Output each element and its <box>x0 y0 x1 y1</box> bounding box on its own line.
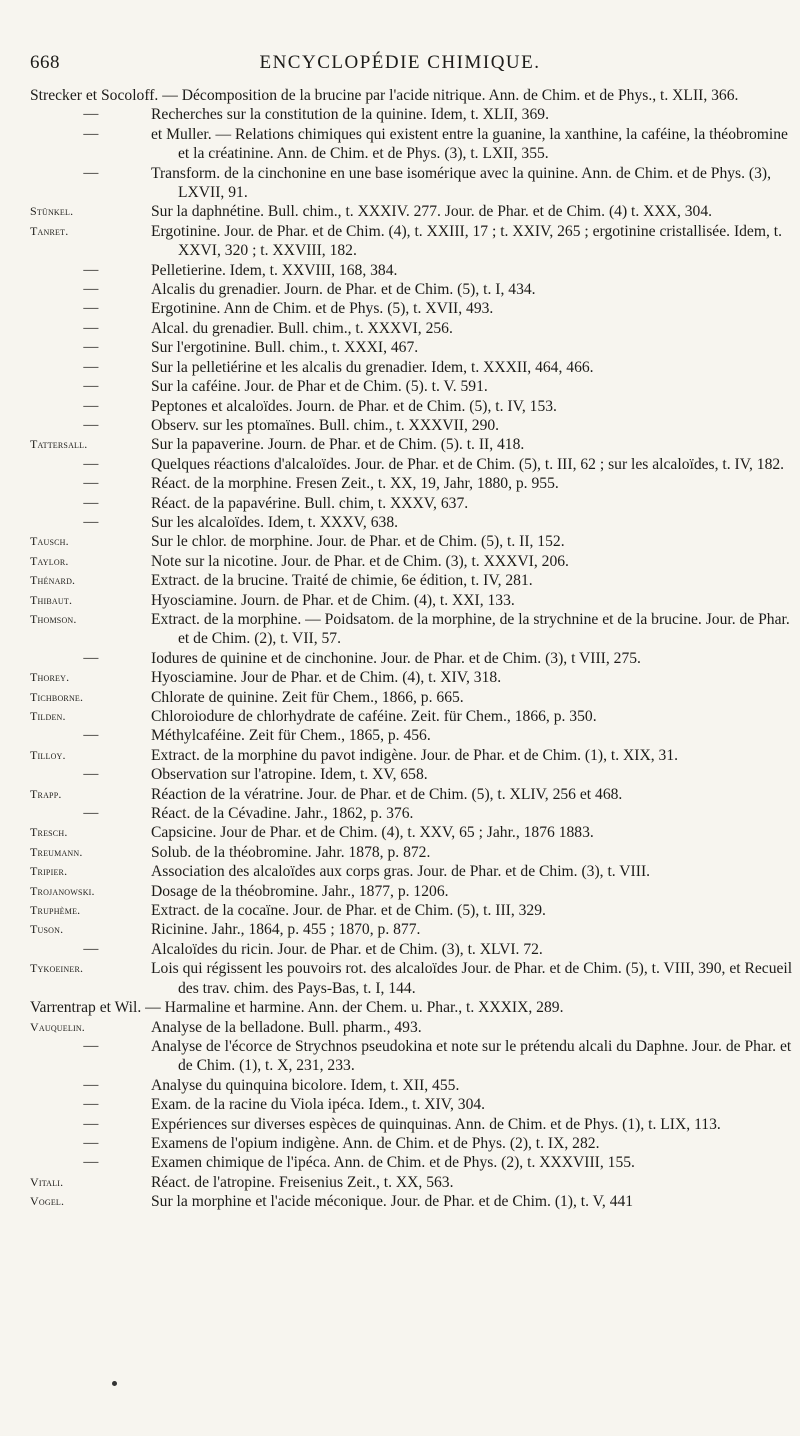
entry-text: Strecker et Socoloff. — Décomposition de la brucine par l'acide nitrique. Ann. de Chim. et de Phys., t. XLII, 366. <box>30 87 739 104</box>
entry-text: Expériences sur diverses espèces de quinquinas. Ann. de Chim. et de Phys. (1), t. LIX, 113. <box>151 1115 721 1133</box>
ditto-dash: — <box>83 1096 99 1113</box>
page-number: 668 <box>30 52 60 73</box>
ditto-dash: — <box>83 319 99 336</box>
ditto-dash: — <box>83 378 99 395</box>
ditto-dash: — <box>83 397 99 414</box>
entry-text: Réact. de l'atropine. Freisenius Zeit., t. XX, 563. <box>151 1173 454 1191</box>
bibliography-entry <box>30 397 800 416</box>
entry-text: Solub. de la théobromine. Jahr. 1878, p. 872. <box>151 843 431 861</box>
entry-text: Ergotinine. Jour. de Phar. et de Chim. (4), t. XXIII, 17 ; t. XXIV, 265 ; ergotinine cristallisée. Idem, t. XXVI, 320 ; t. XXVIII, 182. <box>151 222 786 260</box>
page-title: ENCYCLOPÉDIE CHIMIQUE. <box>259 52 541 73</box>
bibliography-entry <box>30 862 800 881</box>
bibliography-entry <box>30 1018 800 1037</box>
entry-text: Iodures de quinine et de cinchonine. Jour. de Phar. et de Chim. (3), t VIII, 275. <box>151 649 641 667</box>
author-name: Tattersall. <box>30 437 88 452</box>
entry-text: Transform. de la cinchonine en une base isomérique avec la quinine. Ann. de Chim. et de Phys. (3), LXVII, 91. <box>151 164 775 202</box>
bibliography-entry <box>30 688 800 707</box>
bibliography-entry <box>30 338 800 357</box>
entry-text: Extract. de la cocaïne. Jour. de Phar. et de Chim. (5), t. III, 329. <box>151 902 546 920</box>
entry-text: Extract. de la morphine. — Poidsatom. de la morphine, de la strychnine et de la brucine. Jour. de Phar. et de Chim. (2), t. VII, 57. <box>151 610 794 648</box>
bibliography-entry <box>30 299 800 318</box>
entry-text: Observ. sur les ptomaïnes. Bull. chim., t. XXXVII, 290. <box>151 416 500 434</box>
ditto-dash: — <box>83 164 99 181</box>
bibliography-entry <box>30 591 800 610</box>
entry-text: Dosage de la théobromine. Jahr., 1877, p. 1206. <box>151 882 449 900</box>
bibliography-entry <box>30 513 800 532</box>
ditto-dash: — <box>83 455 99 472</box>
author-name: Thorey. <box>30 670 70 685</box>
bibliography-entry <box>30 998 800 1017</box>
ditto-dash: — <box>83 261 99 278</box>
entry-text: Hyosciamine. Journ. de Phar. et de Chim. (4), t. XXI, 133. <box>151 591 515 609</box>
entry-text: Réaction de la vératrine. Jour. de Phar. et de Chim. (5), t. XLIV, 256 et 468. <box>151 785 623 803</box>
bibliography-entry <box>30 765 800 784</box>
bibliography-list <box>30 86 800 1212</box>
author-name: Tilloy. <box>30 747 66 762</box>
entry-text: Exam. de la racine du Viola ipéca. Idem., t. XIV, 304. <box>151 1096 486 1114</box>
entry-text: Lois qui régissent les pouvoirs rot. des alcaloïdes Jour. de Phar. et de Chim. (5), t. VIII, 390, et Recueil des trav. chim. des Pays-Bas, t. I, 144. <box>151 960 797 997</box>
bibliography-entry <box>30 785 800 804</box>
bibliography-entry <box>30 474 800 493</box>
author-name: Thibaut. <box>30 592 73 607</box>
bibliography-entry <box>30 746 800 765</box>
author-name: Tuson. <box>30 922 64 937</box>
entry-text: Analyse de l'écorce de Strychnos pseudokina et note sur le prétendu alcali du Daphne. Jour. de Phar. et de Chim. (1), t. X, 231, 233. <box>151 1037 796 1075</box>
ditto-dash: — <box>83 940 99 957</box>
author-name: Tresch. <box>30 825 68 840</box>
bibliography-entry <box>30 1115 800 1134</box>
author-name: Vauquelin. <box>30 1019 85 1034</box>
bibliography-entry <box>30 455 800 474</box>
bibliography-entry <box>30 280 800 299</box>
author-name: Thénard. <box>30 573 76 588</box>
entry-text: Alcal. du grenadier. Bull. chim., t. XXXVI, 256. <box>151 319 453 337</box>
ditto-dash: — <box>83 1134 99 1151</box>
bibliography-entry <box>30 86 800 105</box>
ditto-dash: — <box>83 1115 99 1132</box>
ditto-dash: — <box>83 106 99 123</box>
entry-text: Observation sur l'atropine. Idem, t. XV, 658. <box>151 766 428 784</box>
bibliography-entry <box>30 435 800 454</box>
entry-text: Hyosciamine. Jour de Phar. et de Chim. (4), t. XIV, 318. <box>151 669 502 687</box>
bibliography-entry <box>30 125 800 164</box>
ditto-dash: — <box>83 125 99 142</box>
ditto-dash: — <box>83 339 99 356</box>
entry-text: Examens de l'opium indigène. Ann. de Chim. et de Phys. (2), t. IX, 282. <box>151 1134 600 1152</box>
ditto-dash: — <box>83 649 99 666</box>
entry-text: Capsicine. Jour de Phar. et de Chim. (4), t. XXV, 65 ; Jahr., 1876 1883. <box>151 824 594 842</box>
bibliography-entry <box>30 804 800 823</box>
entry-text: Sur le chlor. de morphine. Jour. de Phar. et de Chim. (5), t. II, 152. <box>151 533 565 551</box>
bibliography-entry <box>30 882 800 901</box>
entry-text: Varrentrap et Wil. — Harmaline et harmine. Ann. der Chem. u. Phar., t. XXXIX, 289. <box>30 999 564 1017</box>
entry-text: Analyse de la belladone. Bull. pharm., 493. <box>151 1018 422 1036</box>
entry-text: Sur la papaverine. Journ. de Phar. et de Chim. (5). t. II, 418. <box>151 436 525 454</box>
bibliography-entry <box>30 668 800 687</box>
author-name: Truphème. <box>30 903 81 918</box>
author-name: Tykoeiner. <box>30 961 84 976</box>
author-name: Vitali. <box>30 1174 64 1189</box>
entry-text: Réact. de la morphine. Fresen Zeit., t. XX, 19, Jahr, 1880, p. 955. <box>151 475 559 493</box>
ditto-dash: — <box>83 475 99 492</box>
author-name: Tilden. <box>30 709 66 723</box>
entry-text: Sur la daphnétine. Bull. chim., t. XXXIV. 277. Jour. de Phar. et de Chim. (4) t. XXX, 304. <box>151 203 713 221</box>
entry-text: Sur les alcaloïdes. Idem, t. XXXV, 638. <box>151 513 399 531</box>
bibliography-entry <box>30 261 800 280</box>
bibliography-entry <box>30 164 800 203</box>
bibliography-entry <box>30 940 800 959</box>
entry-text: Méthylcaféine. Zeit für Chem., 1865, p. 456. <box>151 727 431 745</box>
bibliography-entry <box>30 1153 800 1172</box>
bibliography-entry <box>30 222 800 261</box>
bibliography-entry <box>30 319 800 338</box>
bibliography-entry <box>30 707 800 726</box>
ditto-dash: — <box>83 1076 99 1093</box>
ink-speck <box>112 1381 117 1386</box>
entry-text: Réact. de la Cévadine. Jahr., 1862, p. 376. <box>151 805 414 823</box>
ditto-dash: — <box>83 416 99 433</box>
bibliography-entry <box>30 1037 800 1076</box>
entry-text: Alcaloïdes du ricin. Jour. de Phar. et de Chim. (3), t. XLVI. 72. <box>151 940 543 958</box>
entry-text: Alcalis du grenadier. Journ. de Phar. et de Chim. (5), t. I, 434. <box>151 281 536 299</box>
entry-text: Analyse du quinquina bicolore. Idem, t. XII, 455. <box>151 1076 460 1094</box>
bibliography-entry <box>30 1192 800 1211</box>
bibliography-entry <box>30 552 800 571</box>
ditto-dash: — <box>83 805 99 822</box>
bibliography-entry <box>30 901 800 920</box>
entry-text: Extract. de la brucine. Traité de chimie, 6e édition, t. IV, 281. <box>151 572 533 590</box>
ditto-dash: — <box>83 281 99 298</box>
author-name: Tausch. <box>30 534 69 549</box>
bibliography-entry <box>30 571 800 590</box>
ditto-dash: — <box>83 1037 99 1054</box>
page-header <box>30 52 770 78</box>
ditto-dash: — <box>83 494 99 511</box>
author-name: Tanret. <box>30 223 69 238</box>
entry-text: Sur l'ergotinine. Bull. chim., t. XXXI, 467. <box>151 339 419 357</box>
author-name: Trapp. <box>30 786 62 801</box>
bibliography-entry <box>30 610 800 649</box>
entry-text: Sur la caféine. Jour. de Phar et de Chim. (5). t. V. 591. <box>151 378 488 396</box>
bibliography-entry <box>30 823 800 842</box>
bibliography-entry <box>30 1134 800 1153</box>
entry-text: Ricinine. Jahr., 1864, p. 455 ; 1870, p. 877. <box>151 921 421 939</box>
bibliography-entry <box>30 649 800 668</box>
bibliography-entry <box>30 105 800 124</box>
bibliography-entry <box>30 358 800 377</box>
entry-text: Chlorate de quinine. Zeit für Chem., 1866, p. 665. <box>151 688 464 706</box>
ditto-dash: — <box>83 513 99 530</box>
bibliography-entry <box>30 202 800 221</box>
bibliography-entry <box>30 494 800 513</box>
ditto-dash: — <box>83 766 99 783</box>
entry-text: Peptones et alcaloïdes. Journ. de Phar. et de Chim. (5), t. IV, 153. <box>151 397 557 415</box>
author-name: Vogel. <box>30 1194 65 1209</box>
author-name: Taylor. <box>30 553 69 568</box>
author-name: Treumann. <box>30 844 83 859</box>
author-name: Tripier. <box>30 864 68 879</box>
bibliography-entry <box>30 1173 800 1192</box>
author-name: Tichborne. <box>30 689 84 704</box>
entry-text: Association des alcaloïdes aux corps gras. Jour. de Phar. et de Chim. (3), t. VIII. <box>151 863 651 881</box>
bibliography-entry <box>30 416 800 435</box>
entry-text: Ergotinine. Ann de Chim. et de Phys. (5), t. XVII, 493. <box>151 300 494 318</box>
bibliography-entry <box>30 920 800 939</box>
author-name: Trojanowski. <box>30 883 95 898</box>
entry-text: Extract. de la morphine du pavot indigène. Jour. de Phar. et de Chim. (1), t. XIX, 31. <box>151 746 679 764</box>
entry-text: Note sur la nicotine. Jour. de Phar. et de Chim. (3), t. XXXVI, 206. <box>151 552 569 570</box>
bibliography-entry <box>30 1076 800 1095</box>
entry-text: Pelletierine. Idem, t. XXVIII, 168, 384. <box>151 261 398 279</box>
ditto-dash: — <box>83 727 99 744</box>
entry-text: Sur la morphine et l'acide méconique. Jour. de Phar. et de Chim. (1), t. V, 441 <box>151 1193 634 1211</box>
bibliography-entry <box>30 959 800 998</box>
author-name: Stünkel. <box>30 204 74 219</box>
entry-text: Quelques réactions d'alcaloïdes. Jour. de Phar. et de Chim. (5), t. III, 62 ; sur les alcaloïdes, t. IV, 182. <box>151 455 785 473</box>
bibliography-entry <box>30 377 800 396</box>
entry-text: Réact. de la papavérine. Bull. chim, t. XXXV, 637. <box>151 494 469 512</box>
bibliography-entry <box>30 532 800 551</box>
entry-text: et Muller. — Relations chimiques qui existent entre la guanine, la xanthine, la caféine, la théobromine et la créatinine. Ann. de Chim. et de Phys. (3), t. LXII, 355. <box>151 125 792 163</box>
entry-text: Chloroiodure de chlorhydrate de caféine. Zeit. für Chem., 1866, p. 350. <box>151 708 597 725</box>
bibliography-entry <box>30 1095 800 1114</box>
entry-text: Examen chimique de l'ipéca. Ann. de Chim. et de Phys. (2), t. XXXVIII, 155. <box>151 1154 635 1172</box>
bibliography-entry <box>30 843 800 862</box>
ditto-dash: — <box>83 300 99 317</box>
ditto-dash: — <box>83 1154 99 1171</box>
ditto-dash: — <box>83 358 99 375</box>
entry-text: Sur la pelletiérine et les alcalis du grenadier. Idem, t. XXXII, 464, 466. <box>151 358 594 376</box>
author-name: Thomson. <box>30 611 77 626</box>
entry-text: Recherches sur la constitution de la quinine. Idem, t. XLII, 369. <box>151 106 549 124</box>
bibliography-entry <box>30 726 800 745</box>
